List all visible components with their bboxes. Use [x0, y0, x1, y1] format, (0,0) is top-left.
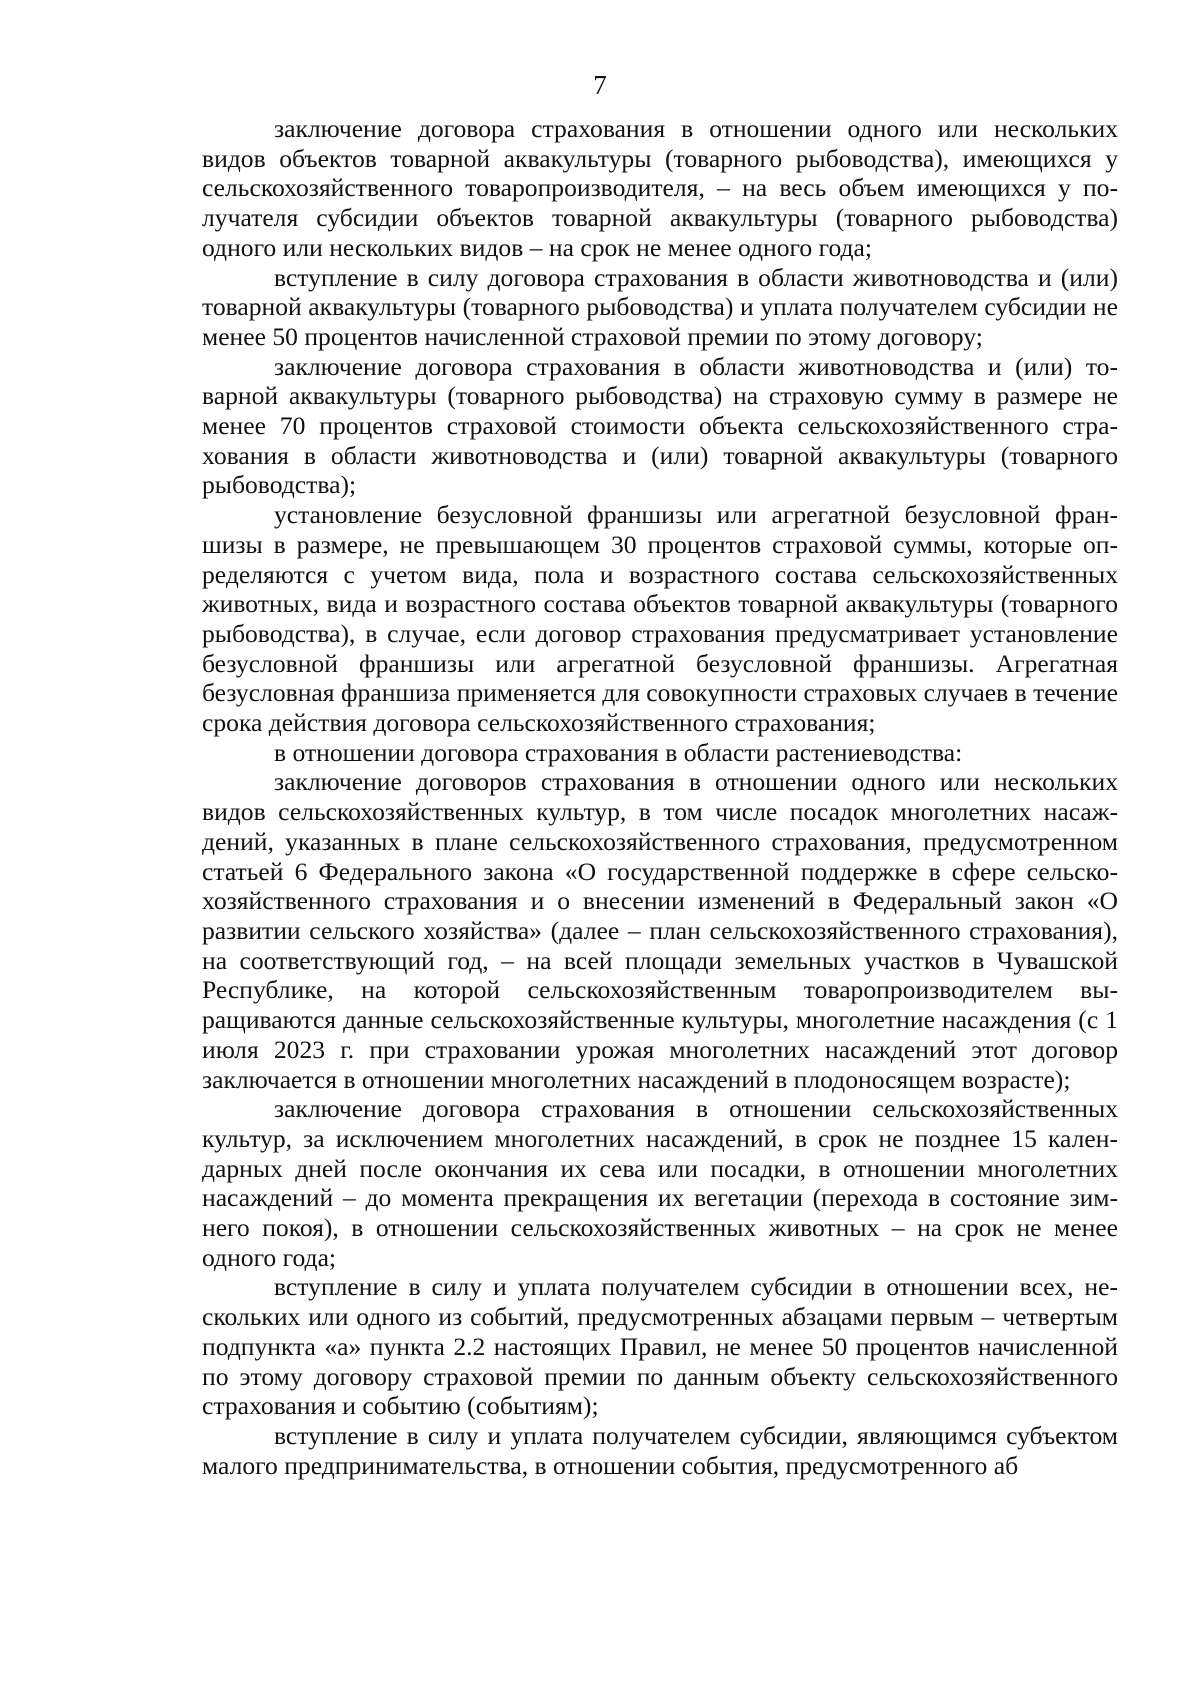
page-number: 7 [593, 70, 607, 100]
paragraph-aquaculture-contract: заключение договора страхования в отношении одного или нескольких видов объектов товарной аквакультуры (товарного рыбоводства), имеющихся у сельскохозяйственного товаропроизводителя, – на весь объем имеющихся у получателя субсидии объектов товарной аквакультуры (товарного рыбоводства) одного или нескольких видов – на срок не менее одного года; [202, 114, 1118, 262]
paragraph-livestock-entry-into-force: вступление в силу договора страхования в области животноводства и (или) товарной аквакультуры (товарного рыбоводства) и уплата получателем субсидии не менее 50 процентов начисленной страховой премии по этому договору; [202, 262, 1118, 351]
paragraph-premium-payment: вступление в силу и уплата получателем субсидии в отношении всех, нескольких или одного из событий, предусмотренных абзацами первым – четвертым подпункта «а» пункта 2.2 настоящих Правил, не менее 50 процентов начисленной по этому договору страховой премии по данным объекту сельскохозяйственного страхования и событию (событиям); [202, 1272, 1118, 1421]
document-body [202, 114, 1118, 1480]
paragraph-crop-insurance-heading: в отношении договора страхования в области растениеводства: [274, 737, 963, 767]
paragraph-small-business: вступление в силу и уплата получателем субсидии, являющимся субъектом малого предпринимательства, в отношении события, предусмотренного аб [202, 1420, 1118, 1480]
paragraph-crop-contracts: заключение договоров страхования в отношении одного или нескольких видов сельскохозяйственных культур, в том числе посадок многолетних насаждений, указанных в плане сельскохозяйственного страхования, предусмотренном статьей 6 Федерального закона «О государственной поддержке в сфере сельскохозяйственного страхования и о внесении изменений в Федеральный закон «О развитии сельского хозяйства» (далее – план сельскохозяйственного страхования), на соответствующий год, – на всей площади земельных участков в Чувашской Республике, на которой сельскохозяйственным товаропроизводителем выращиваются данные сельскохозяйственные культуры, многолетние насаждения (с 1 июля 2023 г. при страховании урожая многолетних насаждений этот договор заключается в отношении многолетних насаждений в плодоносящем возрасте); [202, 767, 1118, 1094]
paragraph-contract-deadline: заключение договора страхования в отношении сельскохозяйственных культур, за исключением многолетних насаждений, в срок не позднее 15 календарных дней после окончания их сева или посадки, в отношении многолетних насаждений – до момента прекращения их вегетации (перехода в состояние зимнего покоя), в отношении сельскохозяйственных животных – на срок не менее одного года; [202, 1094, 1118, 1272]
paragraph-insured-sum: заключение договора страхования в области животноводства и (или) товарной аквакультуры (товарного рыбоводства) на страховую сумму в размере не менее 70 процентов страховой стоимости объекта сельскохозяйственного страхования в области животноводства и (или) товарной аквакультуры (товарного рыбоводства); [202, 351, 1118, 500]
paragraph-deductible: установление безусловной франшизы или агрегатной безусловной франшизы в размере, не превышающем 30 процентов страховой суммы, которые определяются с учетом вида, пола и возрастного состава сельскохозяйственных животных, вида и возрастного состава объектов товарной аквакультуры (товарного рыбоводства), в случае, если договор страхования предусматривает установление безусловной франшизы или агрегатной безусловной франшизы. Агрегатная безусловная франшиза применяется для совокупности страховых случаев в течение срока действия договора сельскохозяйственного страхования; [202, 500, 1118, 738]
